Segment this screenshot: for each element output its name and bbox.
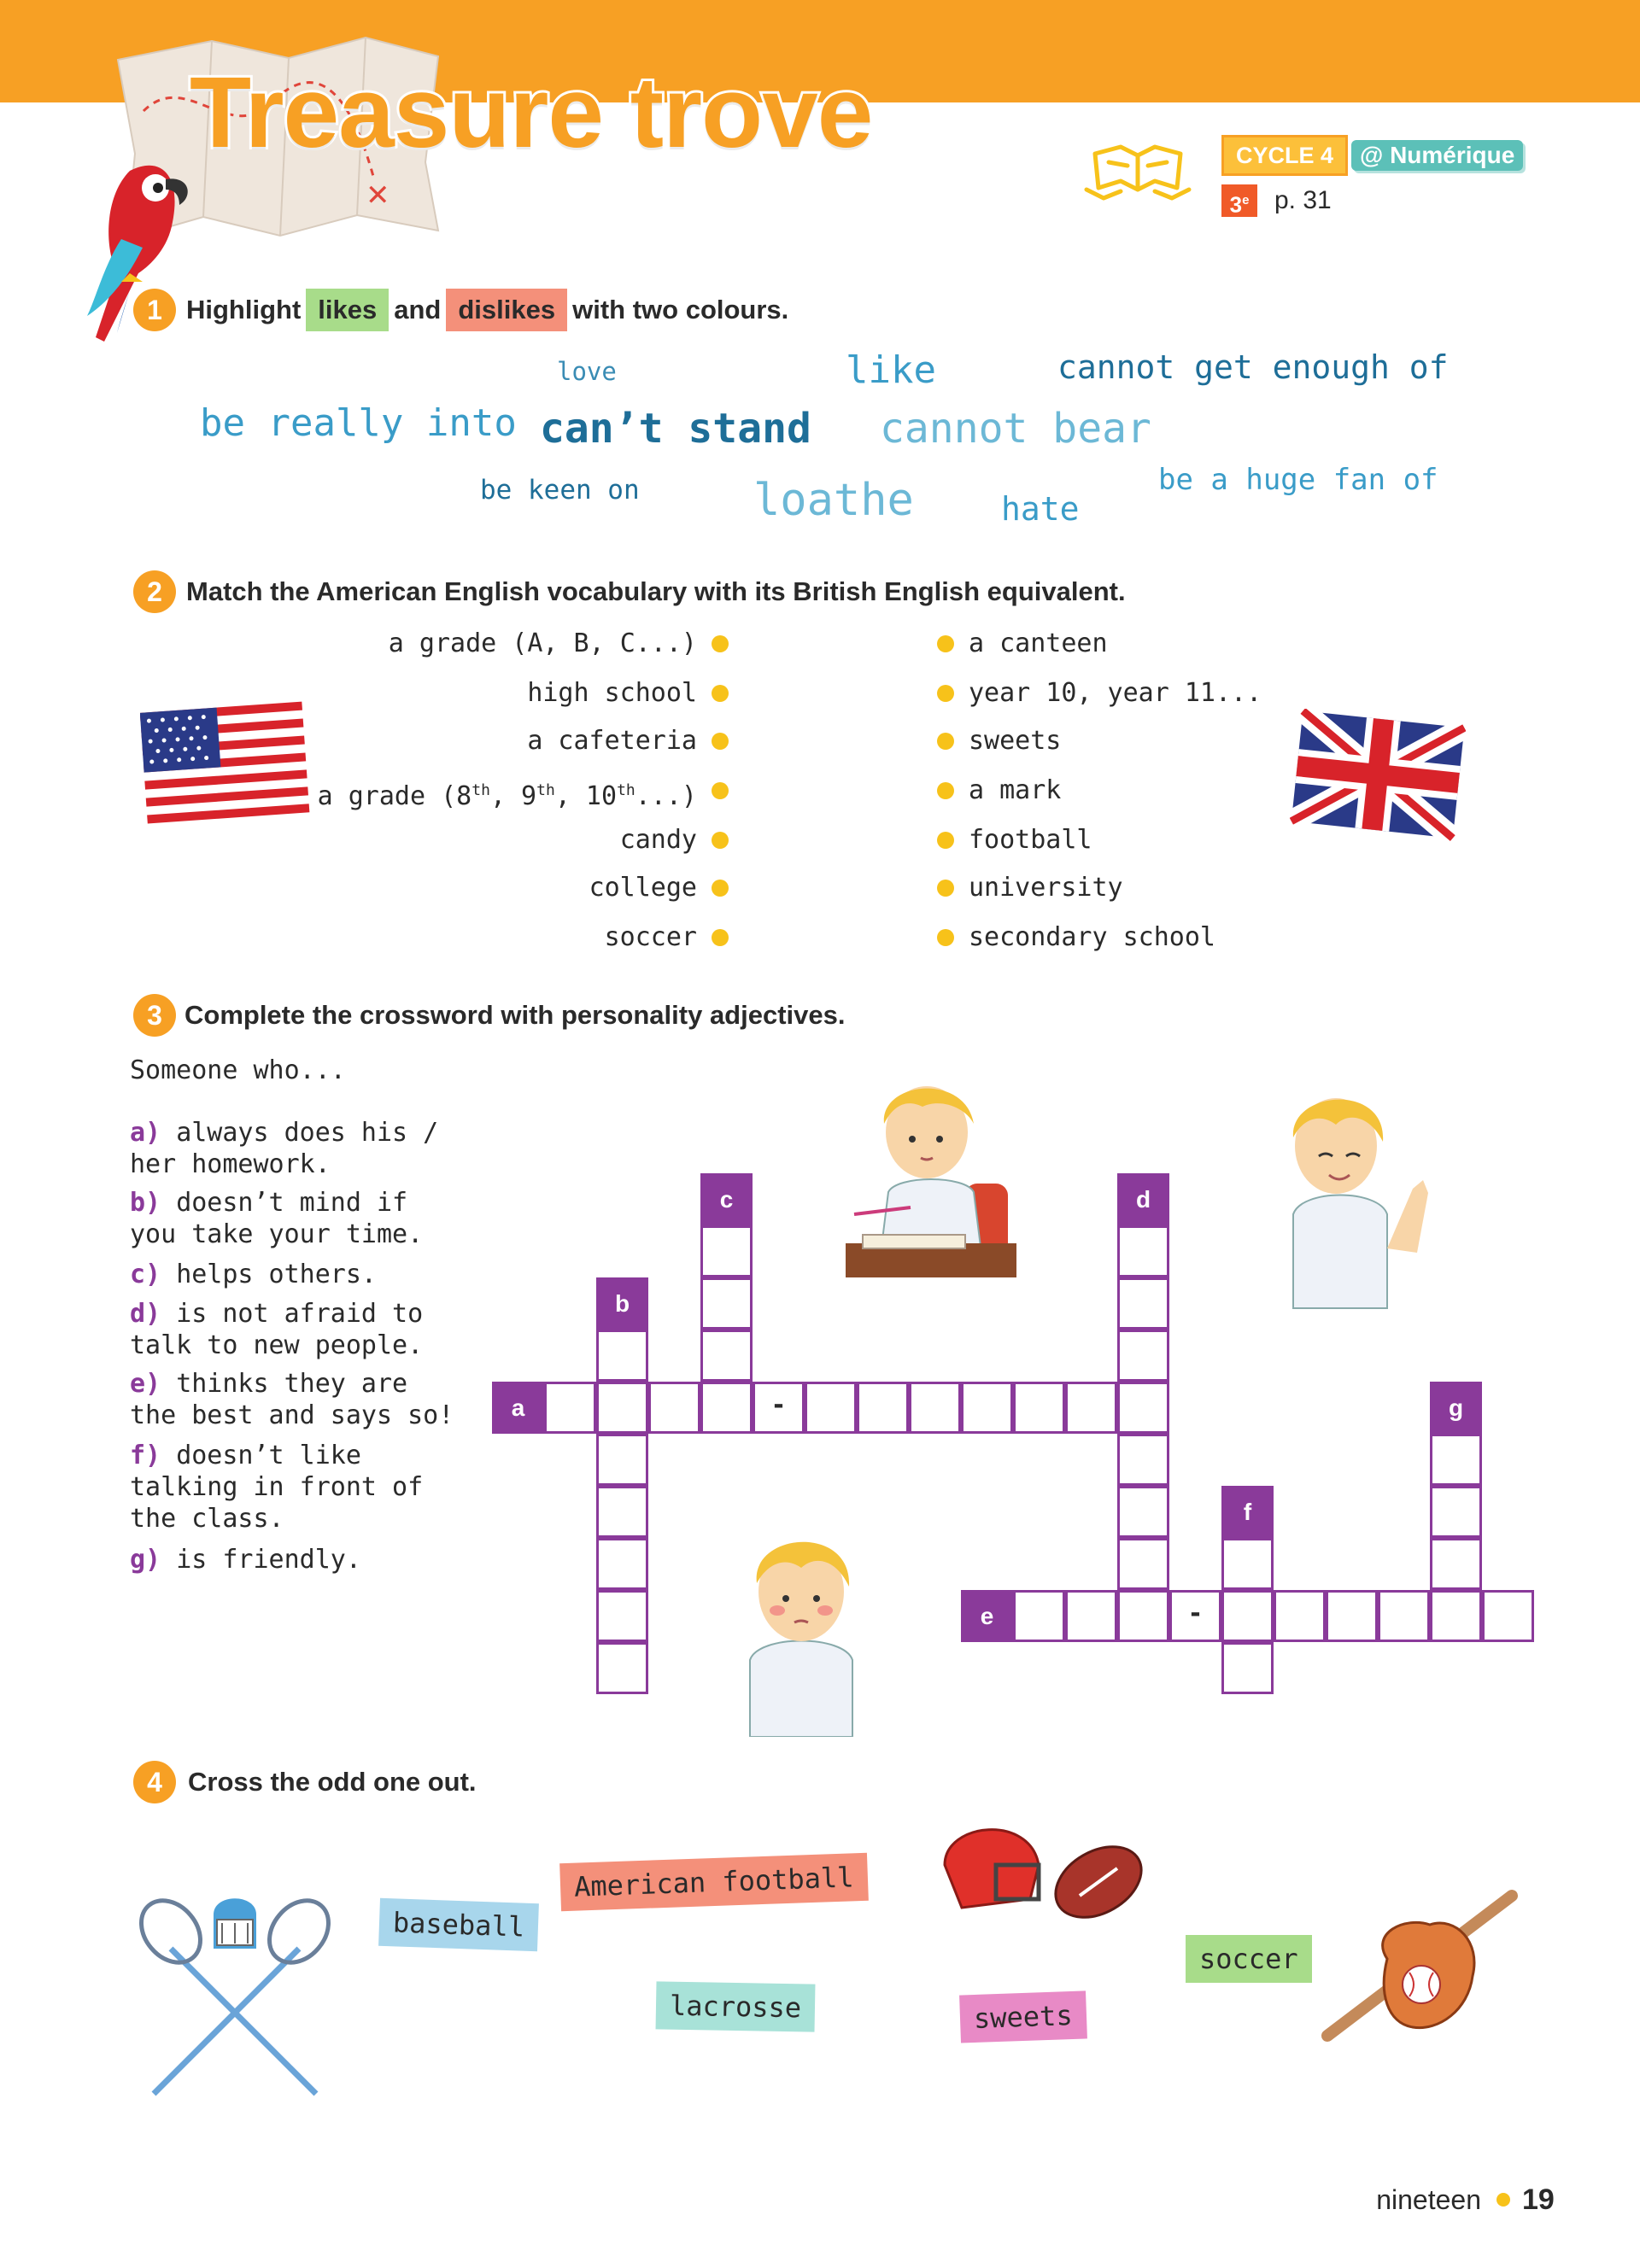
crossword-cell[interactable] xyxy=(805,1382,857,1434)
grade-sup: th xyxy=(617,781,636,799)
friendly-student-waving-icon xyxy=(1276,1078,1438,1317)
odd-one-tag-american-football[interactable]: American football xyxy=(559,1853,868,1912)
odd-one-tag-lacrosse[interactable]: lacrosse xyxy=(656,1981,816,2031)
crossword-cell[interactable] xyxy=(648,1382,700,1434)
crossword-cell[interactable] xyxy=(1065,1590,1117,1642)
exercise-4-number: 4 xyxy=(133,1761,176,1803)
crossword-clue-start-c: c xyxy=(700,1173,753,1225)
crossword-cell[interactable] xyxy=(1274,1590,1326,1642)
odd-one-tag-baseball[interactable]: baseball xyxy=(378,1898,539,1951)
crossword-cell[interactable] xyxy=(596,1486,648,1538)
match-dot-right[interactable] xyxy=(937,635,954,652)
crossword-cell[interactable] xyxy=(1221,1590,1274,1642)
crossword-clue-start-e: e xyxy=(961,1590,1013,1642)
crossword-cell[interactable] xyxy=(596,1590,648,1642)
crossword-cell[interactable] xyxy=(596,1330,648,1382)
student-studying-icon xyxy=(837,1064,1025,1295)
clue-text: helps others. xyxy=(176,1260,377,1289)
exercise-1-number: 1 xyxy=(133,289,176,331)
exercise-4-instruction: Cross the odd one out. xyxy=(188,1767,477,1797)
shy-student-icon xyxy=(733,1515,870,1737)
word-be-keen-on[interactable]: be keen on xyxy=(480,475,640,506)
british-item-4: a mark xyxy=(969,775,1062,805)
grade-badge xyxy=(1221,184,1257,217)
clue-a xyxy=(130,1117,454,1180)
american-item-1: a grade (A, B, C...) xyxy=(388,628,697,658)
crossword-cell[interactable] xyxy=(1117,1330,1169,1382)
british-item-5: football xyxy=(969,825,1092,855)
crossword-cell[interactable]: - xyxy=(1169,1590,1221,1642)
uk-flag-icon xyxy=(1290,709,1466,842)
match-dot-right[interactable] xyxy=(937,832,954,849)
crossword-clue-start-f: f xyxy=(1221,1486,1274,1538)
exercise-2-instruction: Match the American English vocabulary with its British English equivalent. xyxy=(186,576,1126,606)
crossword-cell[interactable] xyxy=(1117,1434,1169,1486)
odd-one-tag-soccer[interactable]: soccer xyxy=(1186,1935,1312,1983)
exercise-1-instruction xyxy=(186,289,788,331)
crossword-cell[interactable] xyxy=(1430,1486,1482,1538)
match-dot-left[interactable] xyxy=(712,880,729,897)
american-item-4 xyxy=(318,774,697,814)
clue-letter: a) xyxy=(130,1118,161,1148)
cycle-badge: CYCLE 4 xyxy=(1221,135,1348,176)
svg-text:✕: ✕ xyxy=(366,178,390,213)
clue-f xyxy=(130,1440,454,1534)
crossword-cell[interactable] xyxy=(700,1277,753,1330)
clue-b xyxy=(130,1187,454,1250)
crossword-cell[interactable] xyxy=(596,1434,648,1486)
instruction-text-end: with two colours. xyxy=(572,295,789,324)
exercise-2-number: 2 xyxy=(133,570,176,613)
british-item-2: year 10, year 11... xyxy=(969,678,1262,708)
crossword-cell[interactable] xyxy=(909,1382,961,1434)
word-cannot-get-enough-of[interactable]: cannot get enough of xyxy=(1057,348,1449,386)
crossword-cell[interactable] xyxy=(700,1330,753,1382)
grade-number: 3 xyxy=(1229,191,1243,218)
lacrosse-sticks-icon xyxy=(137,1889,333,2102)
crossword-cell[interactable] xyxy=(1117,1590,1169,1642)
crossword-cell[interactable] xyxy=(1117,1382,1169,1434)
instruction-text: Highlight xyxy=(186,295,302,324)
grade-part: , 10 xyxy=(554,781,618,811)
grade-part: ...) xyxy=(635,781,697,811)
crossword-cell[interactable] xyxy=(1326,1590,1378,1642)
match-dot-right[interactable] xyxy=(937,733,954,750)
crossword-cell[interactable] xyxy=(1378,1590,1430,1642)
crossword-cell[interactable] xyxy=(700,1382,753,1434)
crossword-cell[interactable] xyxy=(857,1382,909,1434)
clue-letter: c) xyxy=(130,1260,161,1289)
american-football-helmet-ball-icon xyxy=(936,1814,1150,1933)
clue-letter: d) xyxy=(130,1299,161,1329)
crossword-cell[interactable] xyxy=(1117,1277,1169,1330)
clue-text: doesn’t like talking in front of the class. xyxy=(130,1441,424,1534)
british-item-6: university xyxy=(969,873,1123,903)
page-number: 19 xyxy=(1522,2183,1555,2216)
crossword-cell[interactable] xyxy=(596,1642,648,1694)
match-dot-right[interactable] xyxy=(937,782,954,799)
dislikes-highlight: dislikes xyxy=(446,289,567,331)
clue-d xyxy=(130,1298,454,1361)
clue-letter: f) xyxy=(130,1441,161,1470)
crossword-cell[interactable] xyxy=(1430,1434,1482,1486)
match-dot-left[interactable] xyxy=(712,929,729,946)
match-dot-left[interactable] xyxy=(712,685,729,702)
match-dot-right[interactable] xyxy=(937,929,954,946)
clue-text: always does his / her homework. xyxy=(130,1118,439,1179)
clue-letter: g) xyxy=(130,1545,161,1575)
crossword-cell[interactable] xyxy=(596,1538,648,1590)
match-dot-left[interactable] xyxy=(712,782,729,799)
instruction-and: and xyxy=(394,295,442,324)
match-dot-right[interactable] xyxy=(937,880,954,897)
crossword-cell[interactable] xyxy=(1482,1590,1534,1642)
footer-dot xyxy=(1496,2193,1510,2207)
crossword-cell[interactable] xyxy=(1117,1225,1169,1277)
american-item-5: candy xyxy=(619,825,697,855)
word-hate[interactable]: hate xyxy=(1001,490,1080,528)
clue-letter: b) xyxy=(130,1188,161,1218)
clue-text: thinks they are the best and says so! xyxy=(130,1369,454,1430)
match-dot-left[interactable] xyxy=(712,733,729,750)
likes-highlight: likes xyxy=(306,289,389,331)
clue-e xyxy=(130,1368,454,1431)
clue-intro: Someone who... xyxy=(130,1055,346,1085)
grade-part: a grade (8 xyxy=(317,781,472,811)
british-item-3: sweets xyxy=(969,726,1062,756)
crossword-cell[interactable] xyxy=(1117,1486,1169,1538)
page-title: Treasure trove xyxy=(190,56,873,169)
crossword-cell[interactable] xyxy=(700,1225,753,1277)
grade-superscript: e xyxy=(1242,193,1250,208)
american-item-7: soccer xyxy=(604,922,697,952)
grade-sup: th xyxy=(472,781,490,799)
clue-text: doesn’t mind if you take your time. xyxy=(130,1188,424,1249)
word-cannot-bear[interactable]: cannot bear xyxy=(880,405,1151,453)
baseball-bat-glove-icon xyxy=(1310,1882,1524,2049)
page-reference: p. 31 xyxy=(1274,186,1332,214)
british-item-7: secondary school xyxy=(969,922,1215,952)
odd-one-tag-sweets[interactable]: sweets xyxy=(959,1990,1086,2043)
crossword-cell[interactable] xyxy=(1221,1538,1274,1590)
crossword-clue-start-a: a xyxy=(492,1382,544,1434)
word-love[interactable]: love xyxy=(557,357,617,386)
match-dot-left[interactable] xyxy=(712,832,729,849)
crossword-clue-start-d: d xyxy=(1117,1173,1169,1225)
exercise-3-instruction: Complete the crossword with personality adjectives. xyxy=(184,1000,846,1030)
grade-part: , 9 xyxy=(489,781,537,811)
match-dot-right[interactable] xyxy=(937,685,954,702)
crossword-cell[interactable] xyxy=(1430,1590,1482,1642)
match-dot-left[interactable] xyxy=(712,635,729,652)
crossword-clue-start-g: g xyxy=(1430,1382,1482,1434)
word-like[interactable]: like xyxy=(846,348,936,392)
us-flag-icon xyxy=(140,699,311,825)
crossword-clue-start-b: b xyxy=(596,1277,648,1330)
american-item-3: a cafeteria xyxy=(527,726,697,756)
word-be-really-into[interactable]: be really into xyxy=(200,401,517,445)
crossword-cell[interactable] xyxy=(1013,1590,1065,1642)
book-reading-icon xyxy=(1078,137,1198,203)
british-item-1: a canteen xyxy=(969,628,1108,658)
clue-text: is friendly. xyxy=(176,1545,361,1575)
crossword-cell[interactable]: - xyxy=(753,1382,805,1434)
american-item-6: college xyxy=(589,873,697,903)
clue-g xyxy=(130,1544,454,1575)
numerique-link[interactable]: @ Numérique xyxy=(1351,140,1523,171)
crossword-cell[interactable] xyxy=(961,1382,1013,1434)
word-loathe[interactable]: loathe xyxy=(753,475,914,526)
clue-letter: e) xyxy=(130,1369,161,1399)
american-item-2: high school xyxy=(527,678,697,708)
crossword-cell[interactable] xyxy=(596,1382,648,1434)
crossword-cell[interactable] xyxy=(544,1382,596,1434)
crossword-cell[interactable] xyxy=(1013,1382,1065,1434)
grade-sup: th xyxy=(536,781,555,799)
page-number-words: nineteen xyxy=(1376,2184,1481,2215)
crossword-cell[interactable] xyxy=(1065,1382,1117,1434)
exercise-3-number: 3 xyxy=(133,994,176,1037)
crossword-cell[interactable] xyxy=(1117,1538,1169,1590)
clue-c xyxy=(130,1259,454,1290)
crossword-cell[interactable] xyxy=(1430,1538,1482,1590)
word-be-a-huge-fan-of[interactable]: be a huge fan of xyxy=(1158,463,1438,497)
crossword-cell[interactable] xyxy=(1221,1642,1274,1694)
clue-text: is not afraid to talk to new people. xyxy=(130,1299,424,1360)
word-cant-stand[interactable]: can’t stand xyxy=(540,405,811,453)
